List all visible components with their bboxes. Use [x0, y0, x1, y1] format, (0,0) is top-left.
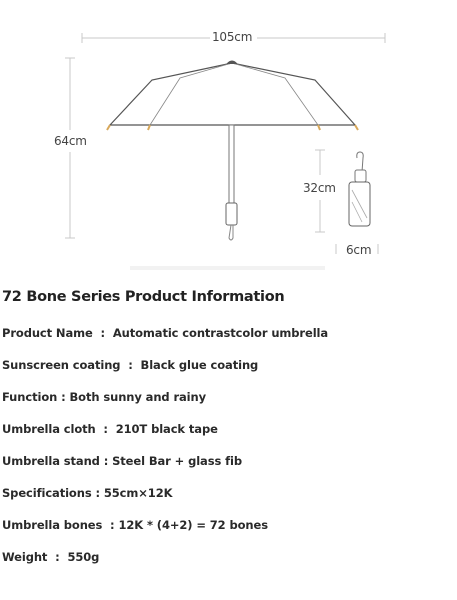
spec-weight: Weight : 550g	[2, 550, 100, 564]
spec-umbrella-bones: Umbrella bones : 12K * (4+2) = 72 bones	[2, 518, 268, 532]
folded-width-label: 6cm	[346, 243, 372, 257]
height-dimension-line	[65, 58, 75, 238]
folded-height-label: 32cm	[303, 181, 336, 195]
width-label: 105cm	[212, 30, 253, 44]
folded-umbrella	[349, 152, 370, 226]
spec-umbrella-cloth: Umbrella cloth : 210T black tape	[2, 422, 218, 436]
spec-product-name: Product Name : Automatic contrastcolor umbrella	[2, 326, 329, 340]
spec-umbrella-stand: Umbrella stand : Steel Bar + glass fib	[2, 454, 242, 468]
height-label: 64cm	[54, 134, 87, 148]
watermark-band	[130, 266, 325, 270]
spec-specifications: Specifications : 55cm×12K	[2, 486, 173, 500]
spec-sunscreen-coating: Sunscreen coating : Black glue coating	[2, 358, 259, 372]
product-info-title: 72 Bone Series Product Information	[2, 289, 285, 305]
spec-function: Function : Both sunny and rainy	[2, 390, 207, 404]
umbrella-dimension-diagram	[0, 0, 457, 270]
